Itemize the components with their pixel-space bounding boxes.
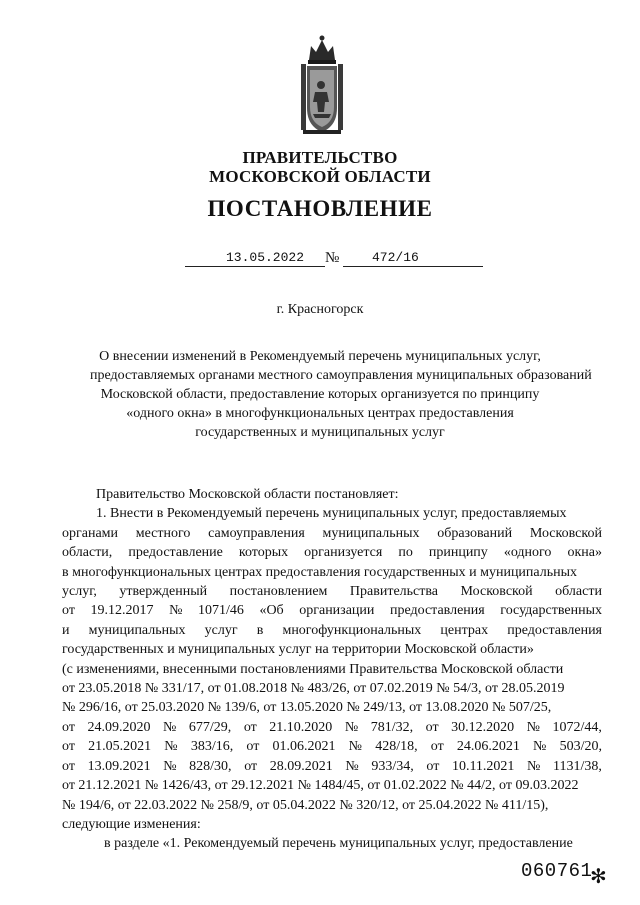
body-line: от 13.09.2021 № 828/30, от 28.09.2021 № 933/34, от 10.11.2021 № 1131/38, (62, 758, 602, 774)
body-line: (с изменениями, внесенными постановлениями Правительства Московской области (62, 661, 564, 677)
document-type: ПОСТАНОВЛЕНИЕ (207, 196, 433, 221)
document-date: 13.05.2022 (226, 250, 305, 265)
org-name-line2: МОСКОВСКОЙ ОБЛАСТИ (209, 167, 431, 186)
asterisk-mark: ✻ (590, 864, 607, 888)
body-line: услуг, утвержденный постановлением Правительства Московской области (62, 584, 602, 600)
body-line: Правительство Московской области постановляет: (96, 487, 399, 502)
body-line: в разделе «1. Рекомендуемый перечень муниципальных услуг, предоставление (104, 836, 573, 852)
document-subject (90, 347, 592, 442)
subject-line: предоставляемых органами местного самоуправления муниципальных образований (90, 368, 592, 383)
body-line: области, предоставление которых организуется по принципу «одного окна» (62, 545, 602, 561)
number-sign: № (325, 250, 340, 266)
body-line: в многофункциональных центрах предоставления государственных и муниципальных (62, 564, 578, 580)
body-line: следующие изменения: (62, 816, 201, 832)
body-line: от 24.09.2020 № 677/29, от 21.10.2020 № 781/32, от 30.12.2020 № 1072/44, (62, 719, 602, 735)
body-line: государственных и муниципальных услуг на территории Московской области» (62, 642, 534, 658)
number-underline (343, 266, 483, 267)
body-line: № 296/16, от 25.03.2020 № 139/6, от 13.05.2020 № 249/13, от 13.08.2020 № 507/25, (62, 700, 552, 716)
subject-line: государственных и муниципальных услуг (195, 425, 445, 440)
org-name-line1: ПРАВИТЕЛЬСТВО (242, 148, 398, 167)
subject-line: «одного окна» в многофункциональных центрах предоставления (126, 406, 514, 421)
city: г. Красногорск (276, 302, 364, 317)
body-line: от 19.12.2017 № 1071/46 «Об организации предоставления государственных (62, 603, 602, 619)
body-line: от 21.12.2021 № 1426/43, от 29.12.2021 № 1484/45, от 01.02.2022 № 44/2, от 09.03.2022 (62, 778, 579, 794)
body-line: 1. Внести в Рекомендуемый перечень муниципальных услуг, предоставляемых (96, 506, 567, 522)
date-underline (185, 266, 325, 267)
subject-line: Московской области, предоставление которых организуется по принципу (100, 387, 540, 402)
body-line: от 23.05.2018 № 331/17, от 01.08.2018 № 483/26, от 07.02.2019 № 54/3, от 28.05.2019 (62, 681, 565, 697)
subject-line: О внесении изменений в Рекомендуемый перечень муниципальных услуг, (99, 349, 541, 364)
document-body (62, 485, 602, 854)
document-number: 472/16 (372, 250, 419, 265)
body-line: от 21.05.2021 № 383/16, от 01.06.2021 № 428/18, от 24.06.2021 № 503/20, (62, 739, 602, 755)
moscow-region-coat-of-arms-icon (297, 30, 347, 142)
body-line: органами местного самоуправления муниципальных образований Московской (62, 525, 602, 541)
body-line: № 194/6, от 22.03.2022 № 258/9, от 05.04.2022 № 320/12, от 25.04.2022 № 411/15), (62, 797, 549, 813)
body-line: и муниципальных услуг в многофункциональных центрах предоставления (62, 622, 602, 638)
serial-code: 060761 (521, 860, 593, 882)
